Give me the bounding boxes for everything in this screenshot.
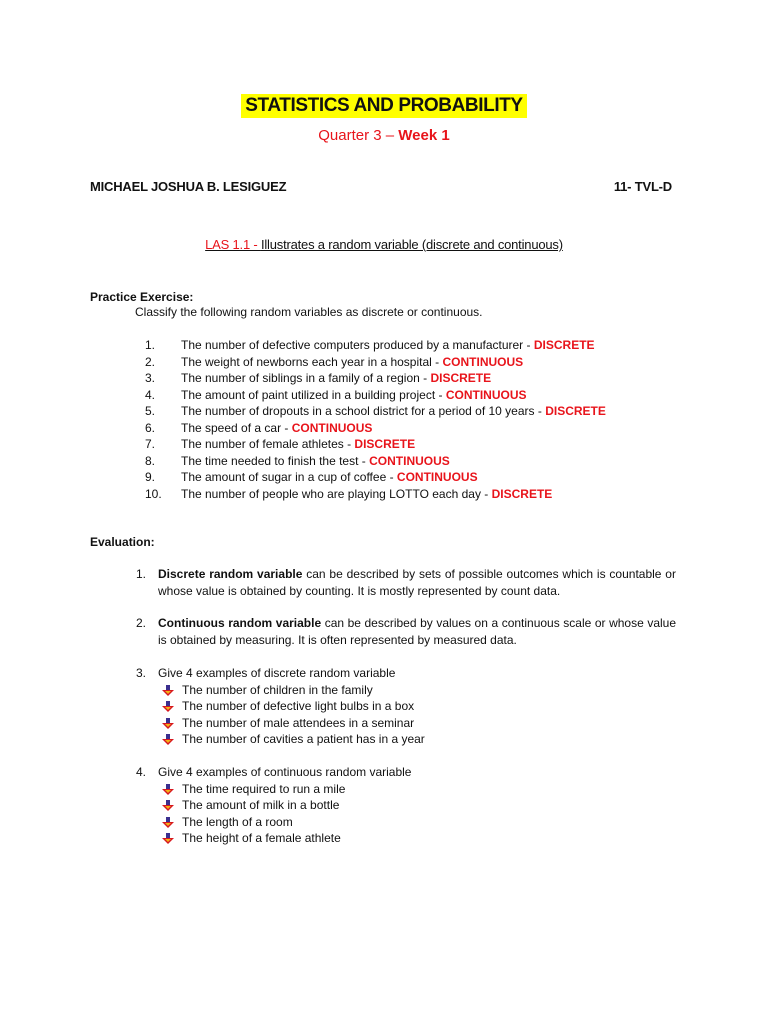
- item-text: The number of defective computers produced by a manufacturer -: [181, 338, 534, 352]
- evaluation-item-4: [136, 764, 676, 847]
- item-answer: CONTINUOUS: [369, 453, 450, 468]
- item-number: 3.: [136, 666, 147, 680]
- evaluation-item-1: [136, 566, 676, 599]
- item-answer: CONTINUOUS: [445, 387, 527, 402]
- definition-text: can be described by values on a continuous scale or whose value is obtained by measuring. It is often represented by measured data.: [158, 616, 677, 647]
- term-discrete: Discrete random variable: [158, 567, 303, 581]
- item-answer: DISCRETE: [354, 437, 416, 451]
- item-number: 10.: [145, 486, 162, 501]
- item-answer: CONTINUOUS: [396, 470, 478, 484]
- item-text: The amount of sugar in a cup of coffee -: [181, 470, 397, 484]
- practice-item: [145, 403, 645, 420]
- arrow-bullet-icon: [162, 734, 174, 745]
- item-answer: DISCRETE: [533, 338, 595, 352]
- item-number: 7.: [145, 437, 156, 451]
- example-item: [160, 797, 676, 814]
- practice-item: [145, 387, 645, 404]
- item-number: 2.: [145, 354, 156, 369]
- item-text: The speed of a car -: [181, 420, 292, 435]
- practice-exercise-heading: Practice Exercise:: [90, 290, 194, 304]
- example-item: [160, 781, 676, 798]
- practice-instruction: Classify the following random variables as discrete or continuous.: [135, 305, 483, 319]
- item-number: 1.: [136, 567, 147, 581]
- arrow-bullet-icon: [162, 784, 174, 795]
- practice-item: [145, 337, 645, 354]
- example-item: [160, 698, 676, 715]
- practice-item: [145, 469, 645, 486]
- practice-item: [145, 486, 645, 503]
- arrow-bullet-icon: [162, 833, 174, 844]
- practice-list: [145, 337, 645, 502]
- continuous-examples-list: [160, 781, 676, 847]
- las-heading: [0, 237, 768, 252]
- item-text: The number of siblings in a family of a region -: [181, 371, 431, 385]
- example-item: [160, 830, 676, 847]
- week-label: Week 1: [398, 127, 450, 144]
- evaluation-heading: Evaluation:: [90, 535, 155, 549]
- item-text: The weight of newborns each year in a hospital -: [181, 354, 443, 369]
- item-number: 6.: [145, 420, 156, 435]
- arrow-bullet-icon: [162, 817, 174, 828]
- arrow-bullet-icon: [162, 718, 174, 729]
- item-number: 2.: [136, 616, 147, 630]
- example-text: The number of defective light bulbs in a box: [182, 699, 415, 713]
- example-text: The amount of milk in a bottle: [182, 798, 340, 812]
- arrow-bullet-icon: [162, 701, 174, 712]
- practice-item: [145, 436, 645, 453]
- item-answer: DISCRETE: [430, 371, 492, 385]
- item-number: 1.: [145, 338, 156, 352]
- example-item: [160, 731, 676, 748]
- arrow-bullet-icon: [162, 800, 174, 811]
- student-name: MICHAEL JOSHUA B. LESIGUEZ: [90, 179, 287, 194]
- example-text: The length of a room: [182, 814, 293, 829]
- item-text: The number of people who are playing LOTTO each day -: [181, 486, 492, 501]
- item-number: 8.: [145, 453, 156, 468]
- example-text: The height of a female athlete: [182, 831, 341, 845]
- item-text: The amount of paint utilized in a building project -: [181, 387, 446, 402]
- arrow-bullet-icon: [162, 685, 174, 696]
- question-prompt: Give 4 examples of discrete random variable: [158, 666, 396, 680]
- item-text: The number of female athletes -: [181, 437, 355, 451]
- definition-text: can be described by sets of possible outcomes which is countable or whose value is obtained by counting. It is mostly represented by count data.: [158, 567, 676, 598]
- example-item: [160, 814, 676, 831]
- item-number: 4.: [136, 765, 147, 779]
- item-number: 9.: [145, 470, 156, 484]
- practice-item: [145, 370, 645, 387]
- example-item: [160, 715, 676, 732]
- example-text: The number of cavities a patient has in a year: [182, 732, 425, 746]
- practice-item: [145, 354, 645, 371]
- item-number: 4.: [145, 387, 156, 402]
- practice-item: [145, 420, 645, 437]
- item-number: 3.: [145, 371, 156, 385]
- las-title: Illustrates a random variable (discrete and continuous): [260, 237, 563, 252]
- example-text: The time required to run a mile: [182, 781, 346, 796]
- practice-item: [145, 453, 645, 470]
- quarter-week-line: [0, 127, 768, 144]
- item-answer: DISCRETE: [491, 486, 553, 501]
- example-text: The number of male attendees in a seminar: [182, 715, 415, 730]
- evaluation-item-2: [136, 615, 676, 648]
- item-answer: DISCRETE: [545, 404, 606, 418]
- quarter-label: Quarter 3 –: [318, 127, 399, 144]
- evaluation-item-3: [136, 665, 676, 748]
- item-text: The time needed to finish the test -: [181, 453, 370, 468]
- discrete-examples-list: [160, 682, 676, 748]
- page-title: STATISTICS AND PROBABILITY: [241, 94, 526, 118]
- item-number: 5.: [145, 404, 156, 418]
- example-text: The number of children in the family: [182, 682, 373, 697]
- las-code: LAS 1.1 -: [205, 237, 261, 252]
- student-info-row: [90, 179, 672, 194]
- example-item: [160, 682, 676, 699]
- question-prompt: Give 4 examples of continuous random variable: [158, 765, 412, 779]
- item-answer: CONTINUOUS: [291, 420, 373, 435]
- item-answer: CONTINUOUS: [442, 354, 524, 369]
- item-text: The number of dropouts in a school district for a period of 10 years -: [181, 404, 546, 418]
- term-continuous: Continuous random variable: [158, 616, 322, 630]
- student-section: 11- TVL-D: [613, 179, 672, 194]
